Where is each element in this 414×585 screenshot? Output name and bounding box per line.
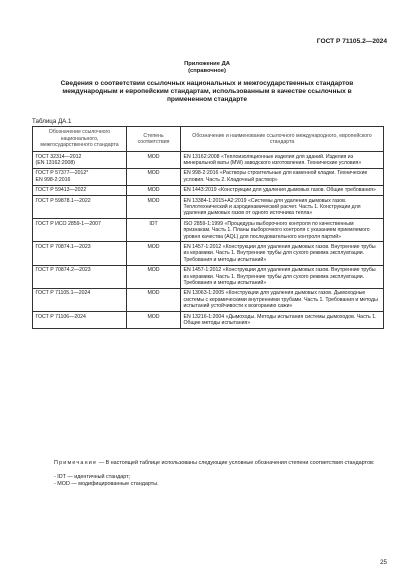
international-standard: EN 13216-1:2004 «Дымоходы. Методы испытания системы дымоходов. Часть 1. Общие методы испытания»: [181, 312, 384, 329]
section-heading: Сведения о соответствии ссылочных национальных и межгосударственных стандартов международным и европейским стандартам, использованным в качестве ссылочных в примененном стандарте: [60, 80, 354, 104]
national-standard: ГОСТ Р ИСО 2859-1—2007: [33, 219, 127, 242]
degree-value: IDT: [127, 219, 181, 242]
international-standard: EN 1443:2019 «Конструкции для удаления дымовых газов. Общие требования»: [181, 185, 384, 195]
international-standard: EN 1457-1:2012 «Конструкции для удаления дымовых газов. Внутренние трубы из керамики. Часть 1. Внутренние трубы для сухого режима эксплуатации. Требования и методы испытаний»: [181, 242, 384, 265]
appendix-title: Приложение ДА: [184, 61, 230, 67]
degree-value: MOD: [127, 168, 181, 185]
table-row: [33, 152, 384, 169]
national-standard: ГОСТ Р 70874.1—2023: [33, 242, 127, 265]
page-number: 25: [380, 559, 387, 566]
table-row: [33, 265, 384, 288]
appendix-subtitle: (справочное): [188, 68, 226, 74]
header-degree: Степень соответствия: [127, 127, 181, 152]
degree-value: MOD: [127, 312, 181, 329]
table-row: [33, 288, 384, 311]
table-row: [33, 242, 384, 265]
table-note: [54, 460, 384, 467]
national-standard: ГОСТ Р 59878.1—2022: [33, 196, 127, 219]
note-item-mod: - MOD — модифицированные стандарты.: [54, 481, 159, 487]
degree-value: MOD: [127, 196, 181, 219]
table-row: [33, 168, 384, 185]
header-international: Обозначение и наименование ссылочного международного, европейского стандарта: [181, 127, 384, 152]
international-standard: ISO 2859-1:1999 «Процедуры выборочного контроля по качественным признакам. Часть 1. Планы выборочного контроля с указанием приемлемого уровня качества (AQL) для последовательного контроля партий»: [181, 219, 384, 242]
national-standard: ГОСТ Р 70874.2—2023: [33, 265, 127, 288]
header-national: Обозначение ссылочного национального, межгосударственного стандарта: [33, 127, 127, 152]
national-standard: ГОСТ Р 71105.1—2024: [33, 288, 127, 311]
degree-value: MOD: [127, 242, 181, 265]
degree-value: MOD: [127, 185, 181, 195]
note-item-idt: - IDT — идентичный стандарт;: [54, 474, 131, 480]
national-standard: ГОСТ Р 71106—2024: [33, 312, 127, 329]
international-standard: EN 1457-1:2012 «Конструкции для удаления дымовых газов. Внутренние трубы из керамики. Часть 1. Внутренние трубы для сухого режима эксплуатации. Требования и методы испытаний»: [181, 265, 384, 288]
note-text: — В настоящей таблице использованы следующие условные обозначения степени соответствия стандартов:: [97, 460, 375, 466]
national-standard: ГОСТ Р 57377—2012* EN 998-2:2016: [33, 168, 127, 185]
standards-table: [32, 126, 384, 329]
table-row: [33, 219, 384, 242]
table-row: [33, 185, 384, 195]
table-header-row: [33, 127, 384, 152]
national-standard: ГОСТ 32314—2012 (EN 13162:2008): [33, 152, 127, 169]
table-row: [33, 312, 384, 329]
degree-value: MOD: [127, 265, 181, 288]
international-standard: EN 998-2:2016 «Растворы строительные для каменной кладки. Технические условия. Часть 2. Кладочный раствор»: [181, 168, 384, 185]
national-standard: ГОСТ Р 59413—2022: [33, 185, 127, 195]
note-label: Примечание: [54, 460, 98, 466]
international-standard: EN 13063-1:2005 «Конструкции для удаления дымовых газов. Дымоходные системы с керамическими внутренними трубами. Часть 1. Требования и методы испытаний устойчивости к возгоранию сажи»: [181, 288, 384, 311]
table-caption: Таблица ДА.1: [32, 118, 72, 125]
degree-value: MOD: [127, 288, 181, 311]
table-row: [33, 196, 384, 219]
international-standard: EN 13384-1:2015+A2:2019 «Системы для удаления дымовых газов. Теплотехнический и аэродинамический расчет. Часть 1. Конструкции для удаления дымовых газов от одного источника тепла»: [181, 196, 384, 219]
international-standard: EN 13162:2008 «Теплоизоляционные изделия для зданий. Изделия из минеральной ваты (MW) заводского изготовления. Технические условия»: [181, 152, 384, 169]
degree-value: MOD: [127, 152, 181, 169]
document-code: ГОСТ Р 71105.2—2024: [316, 38, 387, 45]
